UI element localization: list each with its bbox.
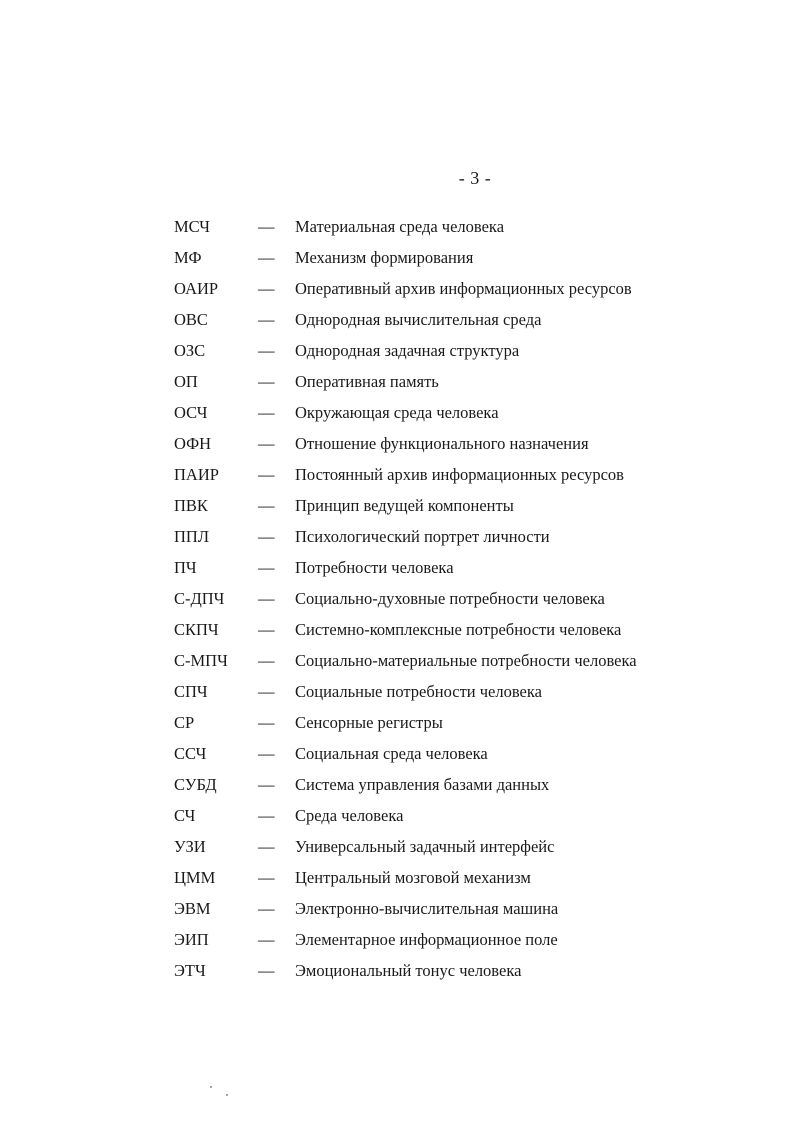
abbreviation-term: ОФН <box>174 434 212 453</box>
abbreviation-definition: Социально-духовные потребности человека <box>295 589 605 608</box>
em-dash-separator: — <box>258 434 275 453</box>
abbreviation-definition: Психологический портрет личности <box>295 527 550 546</box>
em-dash-separator: — <box>258 341 275 360</box>
abbreviation-term: ППЛ <box>174 527 210 546</box>
abbreviation-term: ПВК <box>174 496 208 515</box>
abbreviation-definition: Механизм формирования <box>295 248 474 267</box>
abbreviation-term: ЭИП <box>174 930 209 949</box>
em-dash-separator: — <box>258 465 275 484</box>
abbreviation-term: ОЗС <box>174 341 206 360</box>
em-dash-separator: — <box>258 558 275 577</box>
em-dash-separator: — <box>258 527 275 546</box>
em-dash-separator: — <box>258 744 275 763</box>
abbreviation-term: СКПЧ <box>174 620 219 639</box>
em-dash-separator: — <box>258 961 275 980</box>
abbreviation-definition: Элементарное информационное поле <box>295 930 558 949</box>
abbreviation-definition: Оперативный архив информационных ресурсов <box>295 279 632 298</box>
abbreviation-definition: Сенсорные регистры <box>295 713 443 732</box>
abbreviation-definition: Однородная вычислительная среда <box>295 310 542 329</box>
em-dash-separator: — <box>258 713 275 732</box>
abbreviation-term: СПЧ <box>174 682 208 701</box>
abbreviation-term: ЭВМ <box>174 899 211 918</box>
abbreviation-definition: Окружающая среда человека <box>295 403 499 422</box>
em-dash-separator: — <box>258 682 275 701</box>
em-dash-separator: — <box>258 217 275 236</box>
abbreviation-definition: Потребности человека <box>295 558 454 577</box>
em-dash-separator: — <box>258 899 275 918</box>
abbreviation-term: ПЧ <box>174 558 197 577</box>
em-dash-separator: — <box>258 496 275 515</box>
abbreviation-term: СР <box>174 713 195 732</box>
scan-speck <box>226 1094 228 1096</box>
abbreviation-term: ЭТЧ <box>174 961 206 980</box>
abbreviation-definition: Оперативная память <box>295 372 439 391</box>
abbreviation-definition: Система управления базами данных <box>295 775 550 794</box>
scan-speck <box>210 1086 212 1088</box>
abbreviation-term: ССЧ <box>174 744 207 763</box>
abbreviation-definition: Центральный мозговой механизм <box>295 868 531 887</box>
abbreviation-definition: Социальная среда человека <box>295 744 488 763</box>
abbreviation-term: МФ <box>174 248 202 267</box>
abbreviation-definition: Электронно-вычислительная машина <box>295 899 559 918</box>
abbreviation-definition: Постоянный архив информационных ресурсов <box>295 465 624 484</box>
abbreviation-definition: Социально-материальные потребности человека <box>295 651 637 670</box>
em-dash-separator: — <box>258 372 275 391</box>
abbreviation-term: С-МПЧ <box>174 651 228 670</box>
em-dash-separator: — <box>258 651 275 670</box>
abbreviation-definition: Системно-комплексные потребности человека <box>295 620 622 639</box>
em-dash-separator: — <box>258 403 275 422</box>
abbreviation-definition: Среда человека <box>295 806 404 825</box>
abbreviation-term: СУБД <box>174 775 217 794</box>
abbreviation-term: ОАИР <box>174 279 219 298</box>
abbreviation-definition: Социальные потребности человека <box>295 682 542 701</box>
abbreviation-term: ЦММ <box>174 868 216 887</box>
em-dash-separator: — <box>258 620 275 639</box>
abbreviation-definition: Принцип ведущей компоненты <box>295 496 514 515</box>
abbreviation-term: МСЧ <box>174 217 210 236</box>
em-dash-separator: — <box>258 930 275 949</box>
abbreviation-definition: Универсальный задачный интерфейс <box>295 837 555 856</box>
abbreviation-definition: Однородная задачная структура <box>295 341 520 360</box>
abbreviation-term: ОП <box>174 372 198 391</box>
page-number: - 3 - <box>458 168 492 188</box>
em-dash-separator: — <box>258 868 275 887</box>
abbreviation-term: ПАИР <box>174 465 219 484</box>
abbreviation-term: ОВС <box>174 310 208 329</box>
abbreviation-term: ОСЧ <box>174 403 208 422</box>
abbreviation-term: С-ДПЧ <box>174 589 225 608</box>
em-dash-separator: — <box>258 310 275 329</box>
em-dash-separator: — <box>258 279 275 298</box>
em-dash-separator: — <box>258 775 275 794</box>
abbreviation-definition: Отношение функционального назначения <box>295 434 589 453</box>
em-dash-separator: — <box>258 837 275 856</box>
abbreviation-term: УЗИ <box>174 837 206 856</box>
abbreviation-definition: Материальная среда человека <box>295 217 505 236</box>
em-dash-separator: — <box>258 248 275 267</box>
abbreviation-term: СЧ <box>174 806 196 825</box>
abbreviation-definition: Эмоциональный тонус человека <box>295 961 522 980</box>
em-dash-separator: — <box>258 589 275 608</box>
em-dash-separator: — <box>258 806 275 825</box>
